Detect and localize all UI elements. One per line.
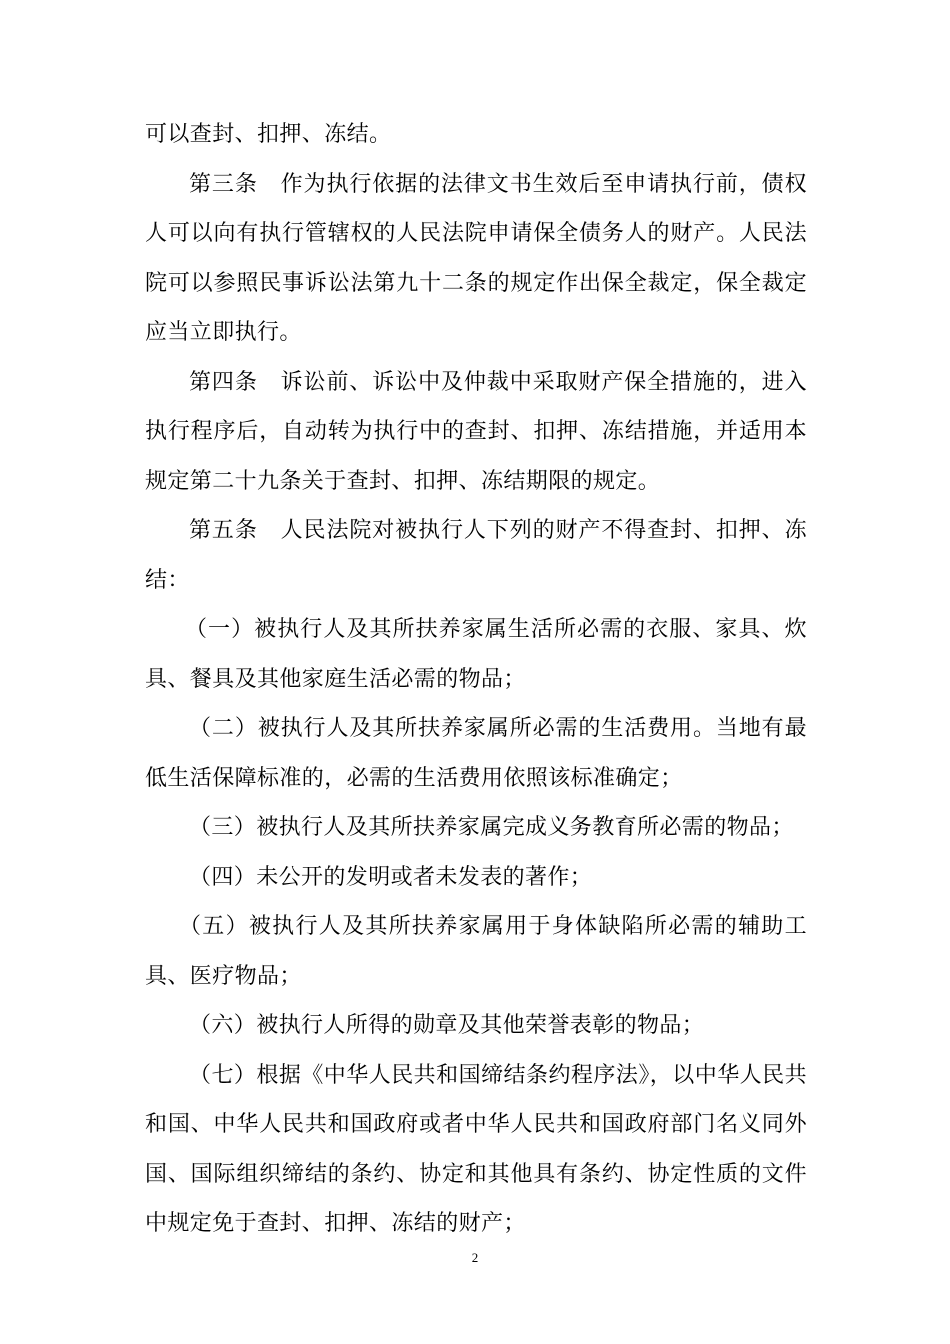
paragraph-article-5: 第五条 人民法院对被执行人下列的财产不得查封、扣押、冻结： xyxy=(145,518,807,593)
list-item-4: （四）未公开的发明或者未发表的著作； xyxy=(189,864,593,890)
document-body xyxy=(145,110,807,1249)
list-item-5: （五）被执行人及其所扶养家属用于身体缺陷所必需的辅助工具、医疗物品； xyxy=(145,914,807,989)
list-item-3: （三）被执行人及其所扶养家属完成义务教育所必需的物品； xyxy=(189,815,794,840)
paragraph-article-4: 第四条 诉讼前、诉讼中及仲裁中采取财产保全措施的，进入执行程序后，自动转为执行中的查封、扣押、冻结措施，并适用本规定第二十九条关于查封、扣押、冻结期限的规定。 xyxy=(145,369,807,494)
page-number: 2 xyxy=(471,1250,479,1265)
list-item-7: （七）根据《中华人民共和国缔结条约程序法》，以中华人民共和国、中华人民共和国政府或者中华人民共和国政府部门名义同外国、国际组织缔结的条约、协定和其他具有条约、协定性质的文件中规定免于查封、扣押、冻结的财产； xyxy=(145,1062,807,1236)
paragraph-continuation: 可以查封、扣押、冻结。 xyxy=(145,122,392,147)
paragraph-article-3: 第三条 作为执行依据的法律文书生效后至申请执行前，债权人可以向有执行管辖权的人民法院申请保全债务人的财产。人民法院可以参照民事诉讼法第九十二条的规定作出保全裁定，保全裁定应当立即执行。 xyxy=(145,171,807,345)
list-item-2: （二）被执行人及其所扶养家属所必需的生活费用。当地有最低生活保障标准的，必需的生活费用依照该标准确定； xyxy=(145,716,807,791)
list-item-1: （一）被执行人及其所扶养家属生活所必需的衣服、家具、炊具、餐具及其他家庭生活必需的物品； xyxy=(145,617,807,692)
list-item-6: （六）被执行人所得的勋章及其他荣誉表彰的物品； xyxy=(189,1013,705,1038)
